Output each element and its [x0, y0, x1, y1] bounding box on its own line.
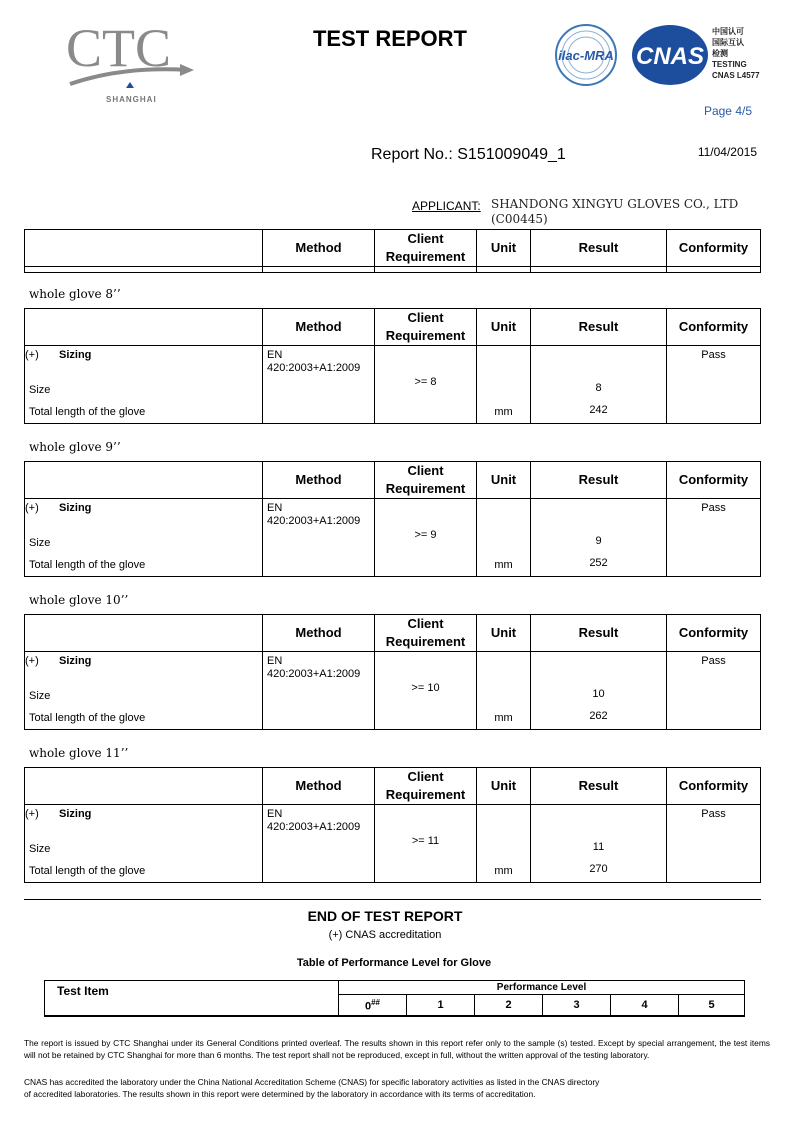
col-unit: Unit	[477, 462, 531, 499]
perf-level-header: Performance Level	[339, 981, 745, 995]
cnas-line-5: CNAS L4577	[712, 71, 760, 80]
applicant-label: APPLICANT:	[412, 199, 481, 213]
result-cell	[531, 652, 667, 730]
end-title: END OF TEST REPORT	[307, 908, 463, 924]
section-title: whole glove 9’’	[29, 440, 121, 454]
col-client-requirement: Client Requirement	[375, 768, 477, 805]
accreditation-marker: (+)	[25, 655, 39, 667]
performance-table	[44, 980, 745, 1017]
col-method: Method	[263, 768, 375, 805]
cnas-line-4: TESTING	[712, 60, 747, 69]
length-label: Total length of the glove	[29, 406, 146, 418]
size-requirement: >= 10	[411, 682, 440, 694]
conformity-cell: Pass	[667, 652, 761, 730]
perf-level-5: 5	[679, 995, 745, 1016]
accreditation-marker: (+)	[25, 808, 39, 820]
report-title: TEST REPORT	[312, 26, 467, 51]
ctc-logo-text: CTC	[66, 18, 172, 78]
item-name: Sizing	[59, 349, 92, 361]
applicant-name: SHANDONG XINGYU GLOVES CO., LTD	[491, 197, 739, 211]
size-requirement: >= 8	[414, 376, 437, 388]
client-cell	[375, 652, 477, 730]
section-table	[24, 767, 761, 883]
col-result: Result	[531, 615, 667, 652]
size-label: Size	[29, 537, 51, 549]
perf-level-0-sup: ##	[371, 998, 381, 1007]
col-client-requirement: Client Requirement	[375, 230, 477, 267]
col-method: Method	[263, 309, 375, 346]
item-name: Sizing	[59, 655, 92, 667]
length-result: 252	[589, 557, 608, 569]
size-result: 10	[592, 688, 605, 700]
length-result: 270	[589, 863, 608, 875]
result-cell	[531, 346, 667, 424]
perf-level-1: 1	[407, 995, 475, 1016]
col-result: Result	[531, 309, 667, 346]
footer-disclaimer: The report is issued by CTC Shanghai under its General Conditions printed overleaf. The results shown in this report refer only to the sample (s) tested. Except by special arrangement, the test items will not be retained by CTC Shanghai for more than 6 months. The test report shall not be reproduced, except in full, without the written approval of the testing laboratory.	[24, 1038, 770, 1060]
unit-cell	[477, 346, 531, 424]
cnas-line-3: 检测	[712, 49, 728, 58]
accreditation-marker: (+)	[25, 502, 39, 514]
col-item	[25, 309, 263, 346]
col-result: Result	[531, 768, 667, 805]
cnas-testing-text	[712, 26, 760, 81]
table-row	[25, 346, 761, 424]
perf-level-4: 4	[611, 995, 679, 1016]
accreditation-marker: (+)	[25, 349, 39, 361]
conformity-cell: Pass	[667, 805, 761, 883]
applicant-code: (C00445)	[491, 212, 548, 226]
item-cell	[25, 499, 263, 577]
performance-table-title: Table of Performance Level for Glove	[296, 957, 492, 969]
footer-cnas-2: of accredited laboratories. The results shown in this report were determined by the laboratory in accordance with its terms of accreditation.	[24, 1089, 536, 1099]
col-item	[25, 462, 263, 499]
unit-cell	[477, 499, 531, 577]
header-table	[24, 229, 761, 273]
result-cell	[531, 499, 667, 577]
col-conformity: Conformity	[667, 230, 761, 267]
col-conformity: Conformity	[667, 615, 761, 652]
client-cell	[375, 346, 477, 424]
size-result: 11	[592, 841, 605, 853]
section-table	[24, 308, 761, 424]
col-unit: Unit	[477, 309, 531, 346]
section-title: whole glove 10’’	[29, 593, 129, 607]
col-conformity: Conformity	[667, 309, 761, 346]
col-result: Result	[531, 462, 667, 499]
col-item	[25, 768, 263, 805]
section-table	[24, 614, 761, 730]
end-subtitle: (+) CNAS accreditation	[328, 929, 442, 941]
item-cell	[25, 805, 263, 883]
length-unit: mm	[494, 712, 513, 724]
applicant-value	[491, 197, 738, 227]
table-row	[25, 805, 761, 883]
section-table	[24, 461, 761, 577]
item-cell	[25, 652, 263, 730]
footer-cnas-1: CNAS has accredited the laboratory under the China National Accreditation Scheme (CNAS) for specific laboratory activities as listed in the CNAS directory	[24, 1077, 600, 1087]
perf-level-2: 2	[475, 995, 543, 1016]
page-number: Page 4/5	[703, 104, 752, 118]
method-cell: EN 420:2003+A1:2009	[263, 652, 375, 730]
size-label: Size	[29, 384, 51, 396]
size-requirement: >= 9	[414, 529, 437, 541]
length-unit: mm	[494, 559, 513, 571]
col-unit: Unit	[477, 230, 531, 267]
section-title: whole glove 8’’	[29, 287, 121, 301]
cnas-line-1: 中国认可	[712, 27, 744, 36]
col-client-requirement: Client Requirement	[375, 462, 477, 499]
length-result: 242	[589, 404, 608, 416]
item-cell	[25, 346, 263, 424]
length-label: Total length of the glove	[29, 559, 146, 571]
report-date: 11/04/2015	[697, 145, 757, 159]
perf-level-0	[339, 995, 407, 1016]
method-cell: EN 420:2003+A1:2009	[263, 346, 375, 424]
length-result: 262	[589, 710, 608, 722]
unit-cell	[477, 805, 531, 883]
size-label: Size	[29, 843, 51, 855]
col-unit: Unit	[477, 768, 531, 805]
perf-level-3: 3	[543, 995, 611, 1016]
col-method: Method	[263, 230, 375, 267]
client-cell	[375, 499, 477, 577]
item-name: Sizing	[59, 808, 92, 820]
ctc-logo-sub: SHANGHAI	[106, 95, 157, 104]
col-method: Method	[263, 462, 375, 499]
client-cell	[375, 805, 477, 883]
col-item	[25, 230, 263, 267]
length-unit: mm	[494, 865, 513, 877]
item-name: Sizing	[59, 502, 92, 514]
unit-cell	[477, 652, 531, 730]
cnas-line-2: 国际互认	[712, 38, 744, 47]
method-cell: EN 420:2003+A1:2009	[263, 499, 375, 577]
method-cell: EN 420:2003+A1:2009	[263, 805, 375, 883]
length-unit: mm	[494, 406, 513, 418]
col-client-requirement: Client Requirement	[375, 309, 477, 346]
section-title: whole glove 11’’	[29, 746, 129, 760]
col-client-requirement: Client Requirement	[375, 615, 477, 652]
table-row	[25, 499, 761, 577]
size-label: Size	[29, 690, 51, 702]
col-item	[25, 615, 263, 652]
size-requirement: >= 11	[411, 835, 440, 847]
table-row	[25, 652, 761, 730]
col-method: Method	[263, 615, 375, 652]
col-conformity: Conformity	[667, 768, 761, 805]
result-cell	[531, 805, 667, 883]
size-result: 8	[595, 382, 602, 394]
col-unit: Unit	[477, 615, 531, 652]
perf-test-item: Test Item	[45, 981, 339, 1016]
report-number: Report No.: S151009049_1	[371, 146, 566, 163]
cnas-logo-text: CNAS	[635, 43, 705, 70]
col-conformity: Conformity	[667, 462, 761, 499]
length-label: Total length of the glove	[29, 712, 146, 724]
size-result: 9	[595, 535, 602, 547]
col-result: Result	[531, 230, 667, 267]
ilac-mra-text: ilac-MRA	[558, 48, 614, 63]
length-label: Total length of the glove	[29, 865, 146, 877]
end-divider	[24, 899, 761, 900]
conformity-cell: Pass	[667, 346, 761, 424]
perf-level-0-value: 0	[364, 1000, 372, 1013]
conformity-cell: Pass	[667, 499, 761, 577]
ilac-cnas-logos	[554, 22, 714, 88]
